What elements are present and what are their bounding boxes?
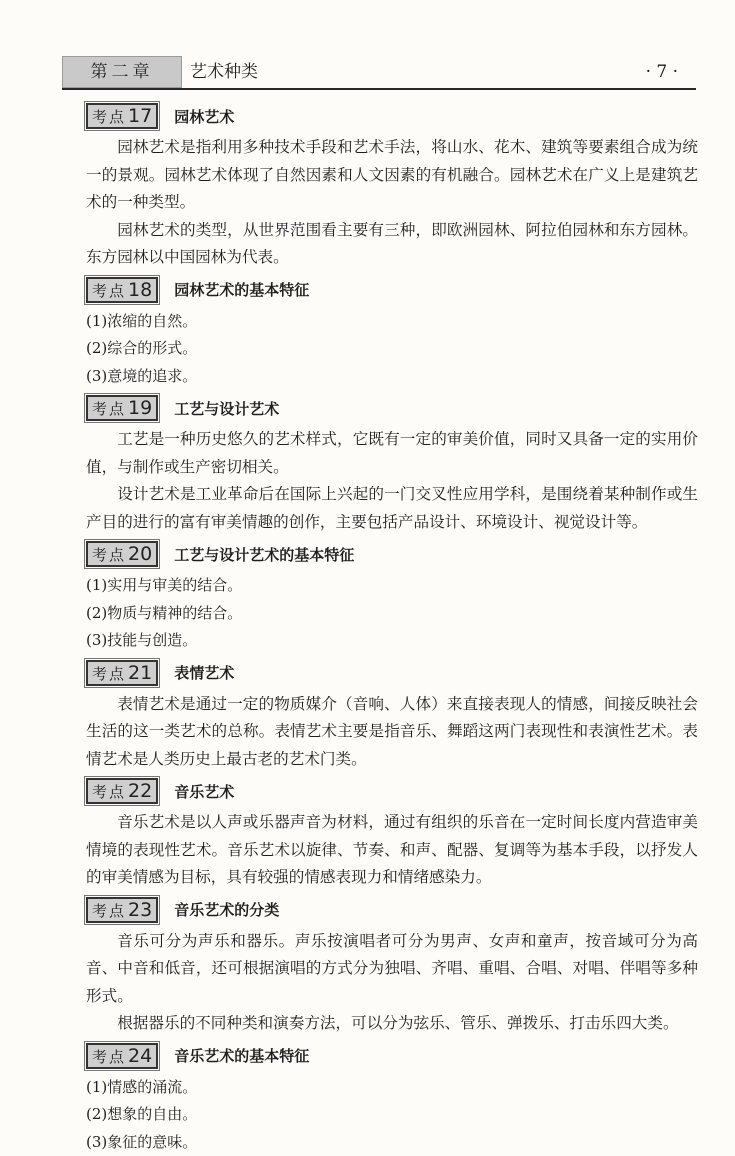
exam-point-label: 考点 — [92, 546, 126, 564]
exam-point-badge — [86, 778, 158, 804]
exam-point-number: 24 — [128, 1045, 152, 1067]
chapter-label: 第二章 — [62, 56, 182, 88]
body-paragraph: 工艺是一种历史悠久的艺术样式，它既有一定的审美价值，同时又具备一定的实用价值，与制作或生产密切相关。 — [86, 426, 698, 481]
exam-point-badge — [86, 1043, 158, 1069]
list-item: (1)情感的涌流。 — [86, 1074, 698, 1102]
list-item: (1)浓缩的自然。 — [86, 308, 698, 336]
list-item: (2)物质与精神的结合。 — [86, 600, 698, 628]
list-item: (3)象征的意味。 — [86, 1129, 698, 1156]
exam-point-number: 19 — [128, 397, 152, 419]
body-paragraph: 园林艺术是指利用多种技术手段和艺术手法，将山水、花木、建筑等要素组合成为统一的景观。园林艺术体现了自然因素和人文因素的有机融合。园林艺术在广义上是建筑艺术的一种类型。 — [86, 134, 698, 217]
body-paragraph: 表情艺术是通过一定的物质媒介（音响、人体）来直接表现人的情感，间接反映社会生活的这一类艺术的总称。表情艺术主要是指音乐、舞蹈这两门表现性和表演性艺术。表情艺术是人类历史上最古老的艺术门类。 — [86, 691, 698, 774]
exam-point-badge — [86, 277, 158, 303]
section-title: 音乐艺术 — [174, 781, 234, 802]
section-title: 表情艺术 — [174, 662, 234, 683]
body-paragraph: 设计艺术是工业革命后在国际上兴起的一门交叉性应用学科，是围绕着某种制作或生产目的进行的富有审美情趣的创作，主要包括产品设计、环境设计、视觉设计等。 — [86, 481, 698, 536]
list-item: (1)实用与审美的结合。 — [86, 572, 698, 600]
section-heading — [86, 777, 698, 805]
section-heading — [86, 540, 698, 568]
page-header — [62, 52, 696, 90]
section-title: 工艺与设计艺术 — [174, 398, 279, 419]
page-content — [86, 98, 698, 1156]
exam-point-badge — [86, 660, 158, 686]
body-paragraph: 根据器乐的不同种类和演奏方法，可以分为弦乐、管乐、弹拨乐、打击乐四大类。 — [86, 1010, 698, 1038]
exam-point-badge — [86, 897, 158, 923]
list-item: (2)想象的自由。 — [86, 1101, 698, 1129]
section-heading — [86, 659, 698, 687]
section-title: 园林艺术 — [174, 106, 234, 127]
exam-point-badge — [86, 103, 158, 129]
section-title: 园林艺术的基本特征 — [174, 279, 309, 300]
exam-point-label: 考点 — [92, 902, 126, 920]
list-item: (3)意境的追求。 — [86, 363, 698, 391]
list-item: (2)综合的形式。 — [86, 335, 698, 363]
section-heading — [86, 896, 698, 924]
exam-point-number: 22 — [128, 780, 152, 802]
exam-point-label: 考点 — [92, 400, 126, 418]
exam-point-label: 考点 — [92, 1048, 126, 1066]
section-title: 工艺与设计艺术的基本特征 — [174, 544, 354, 565]
exam-point-label: 考点 — [92, 282, 126, 300]
section-title: 音乐艺术的分类 — [174, 899, 279, 920]
section-title: 音乐艺术的基本特征 — [174, 1045, 309, 1066]
list-item: (3)技能与创造。 — [86, 627, 698, 655]
chapter-title: 艺术种类 — [190, 58, 258, 86]
body-paragraph: 园林艺术的类型，从世界范围看主要有三种，即欧洲园林、阿拉伯园林和东方园林。东方园林以中国园林为代表。 — [86, 217, 698, 272]
section-heading — [86, 394, 698, 422]
exam-point-number: 18 — [128, 279, 152, 301]
section-heading — [86, 1042, 698, 1070]
body-paragraph: 音乐可分为声乐和器乐。声乐按演唱者可分为男声、女声和童声，按音域可分为高音、中音和低音，还可根据演唱的方式分为独唱、齐唱、重唱、合唱、对唱、伴唱等多种形式。 — [86, 928, 698, 1011]
section-heading — [86, 102, 698, 130]
section-heading — [86, 276, 698, 304]
exam-point-label: 考点 — [92, 665, 126, 683]
exam-point-number: 17 — [128, 105, 152, 127]
exam-point-badge — [86, 395, 158, 421]
exam-point-number: 23 — [128, 899, 152, 921]
exam-point-label: 考点 — [92, 783, 126, 801]
exam-point-label: 考点 — [92, 108, 126, 126]
body-paragraph: 音乐艺术是以人声或乐器声音为材料，通过有组织的乐音在一定时间长度内营造审美情境的表现性艺术。音乐艺术以旋律、节奏、和声、配器、复调等为基本手段，以抒发人的审美情感为目标，具有较强的情感表现力和情绪感染力。 — [86, 809, 698, 892]
exam-point-number: 21 — [128, 662, 152, 684]
exam-point-badge — [86, 541, 158, 567]
exam-point-number: 20 — [128, 543, 152, 565]
page-number: · 7 · — [646, 58, 678, 86]
